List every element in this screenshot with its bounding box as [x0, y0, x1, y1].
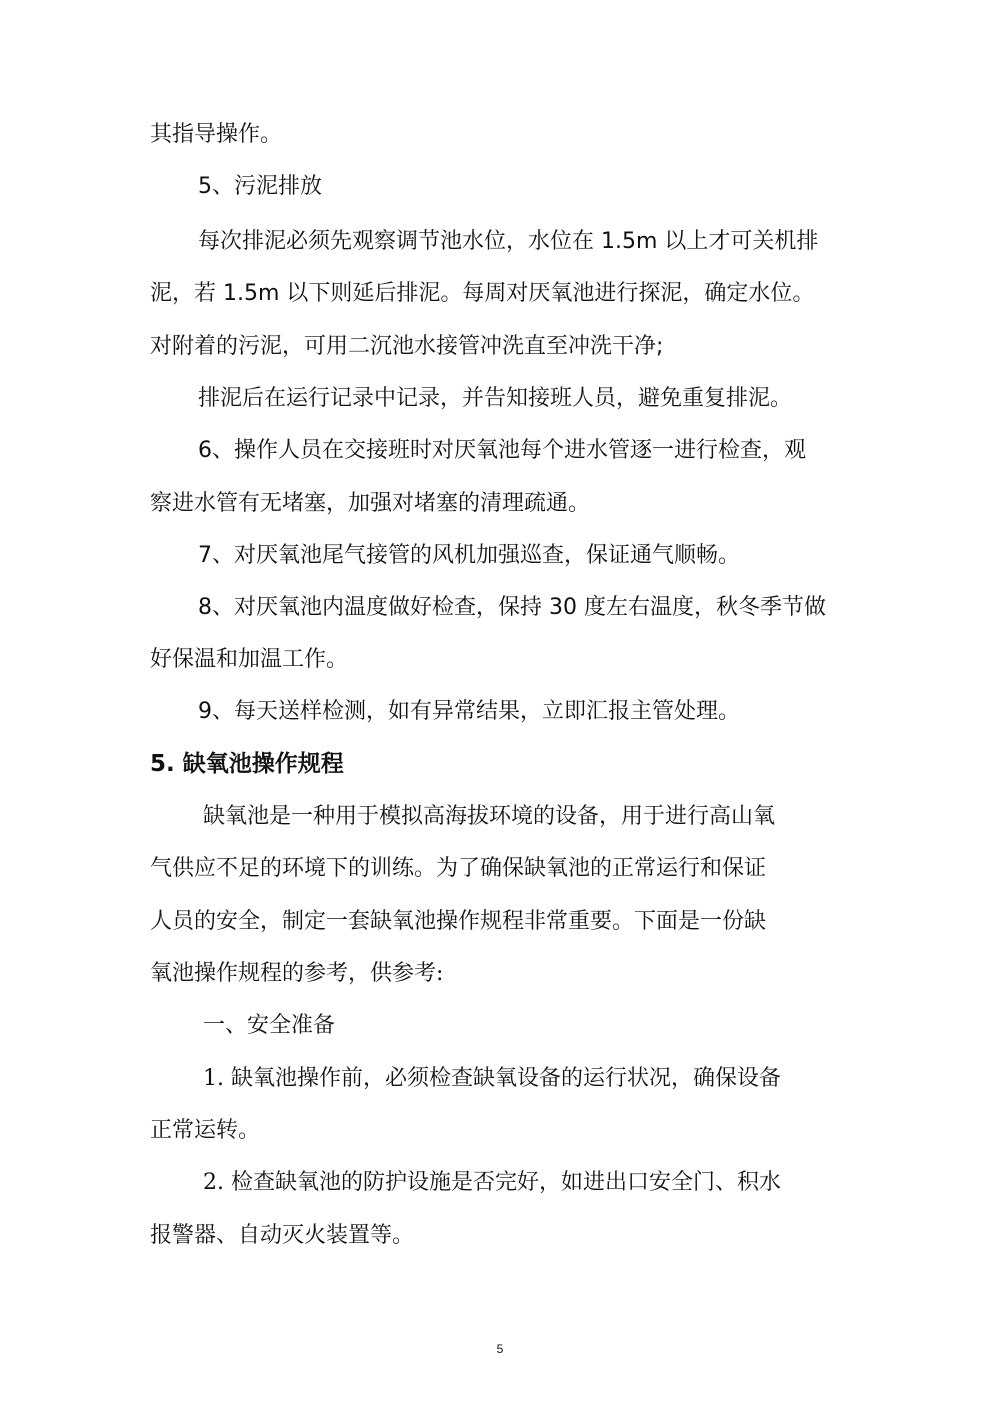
paragraph-line: 氧池操作规程的参考，供参考: — [150, 961, 444, 986]
paragraph-line: 缺氧池是一种用于模拟高海拔环境的设备，用于进行高山氧 — [203, 804, 776, 829]
paragraph-line: 其指导操作。 — [150, 122, 283, 147]
section-heading: 5. 缺氧池操作规程 — [150, 751, 344, 777]
subheading-sludge-discharge: 5、污泥排放 — [198, 174, 322, 199]
paragraph-line: 泥，若 1.5m 以下则延后排泥。每周对厌氧池进行探泥，确定水位。 — [150, 281, 815, 306]
paragraph-line: 排泥后在运行记录中记录，并告知接班人员，避免重复排泥。 — [198, 386, 793, 411]
page-number: 5 — [496, 1342, 504, 1356]
list-item-9: 9、每天送样检测，如有异常结果，立即汇报主管处理。 — [198, 699, 740, 724]
paragraph-line: 对附着的污泥，可用二沉池水接管冲洗直至冲洗干净; — [150, 334, 664, 359]
paragraph-line: 人员的安全，制定一套缺氧池操作规程非常重要。下面是一份缺 — [150, 909, 767, 934]
paragraph-line: 好保温和加温工作。 — [150, 647, 349, 672]
list-item-6: 6、操作人员在交接班时对厌氧池每个进水管逐一进行检查，观 — [198, 438, 806, 463]
paragraph-line: 察进水管有无堵塞，加强对堵塞的清理疏通。 — [150, 491, 591, 516]
subheading-safety-preparation: 一、安全准备 — [203, 1013, 336, 1038]
paragraph-line: 每次排泥必须先观察调节池水位，水位在 1.5m 以上才可关机排 — [198, 229, 819, 254]
list-item-2: 2. 检查缺氧池的防护设施是否完好，如进出口安全门、积水 — [203, 1170, 781, 1195]
list-item-1: 1. 缺氧池操作前，必须检查缺氧设备的运行状况，确保设备 — [203, 1066, 781, 1091]
list-item-8: 8、对厌氧池内温度做好检查，保持 30 度左右温度，秋冬季节做 — [198, 595, 826, 620]
paragraph-line: 气供应不足的环境下的训练。为了确保缺氧池的正常运行和保证 — [150, 856, 767, 881]
paragraph-line: 正常运转。 — [150, 1118, 261, 1143]
paragraph-line: 报警器、自动灭火装置等。 — [150, 1223, 415, 1248]
list-item-7: 7、对厌氧池尾气接管的风机加强巡查，保证通气顺畅。 — [198, 543, 740, 568]
